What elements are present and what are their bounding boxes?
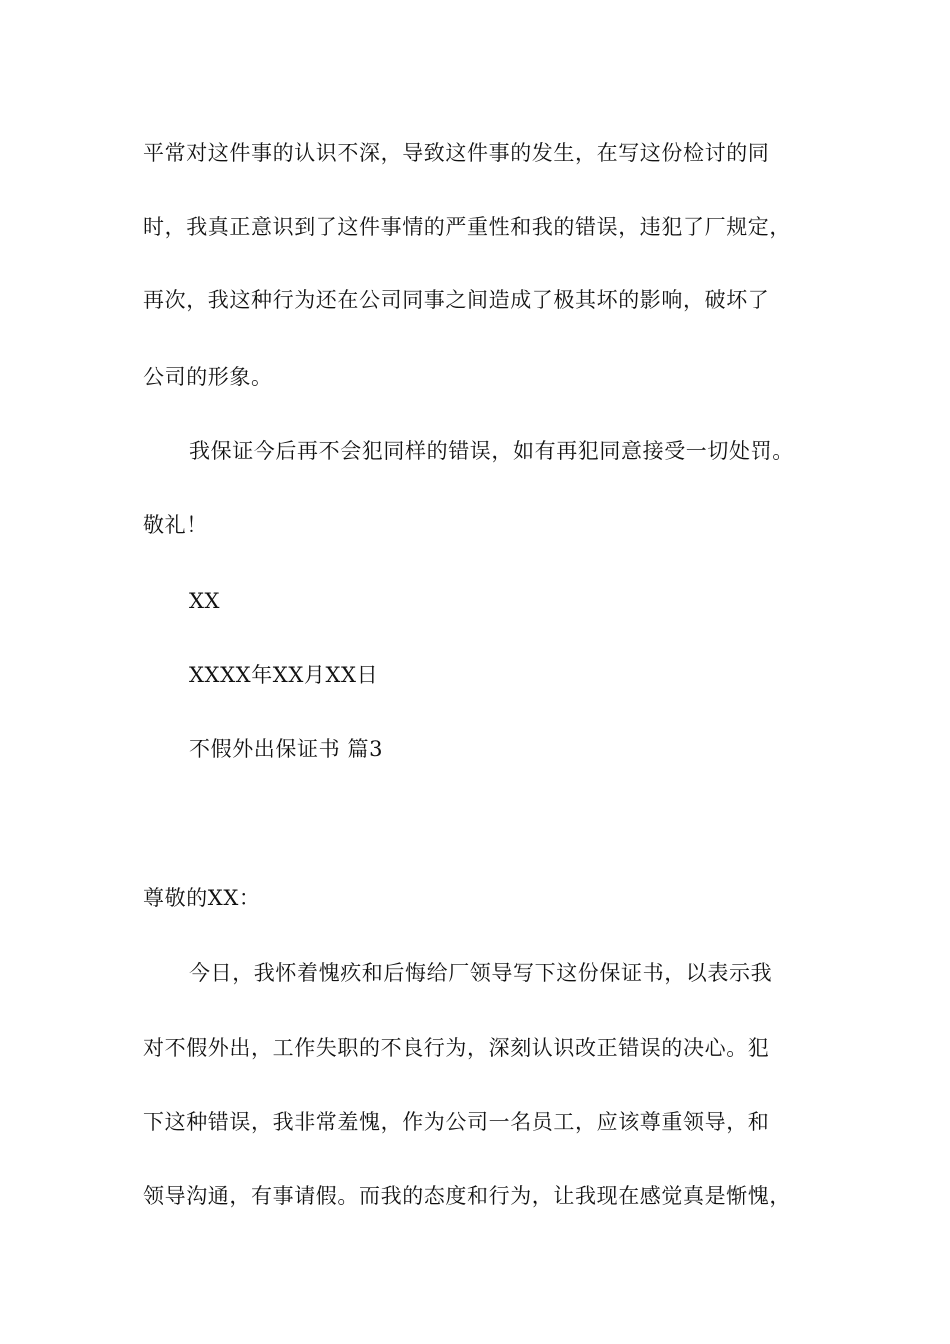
greeting: 尊敬的XX： (143, 886, 261, 910)
paragraph-line: 我保证今后再不会犯同样的错误，如有再犯同意接受一切处罚。 (189, 439, 794, 463)
paragraph-line: 今日，我怀着愧疚和后悔给厂领导写下这份保证书，以表示我 (189, 961, 773, 985)
closing-salutation: 敬礼！ (143, 513, 208, 537)
paragraph-line: 公司的形象。 (143, 365, 273, 389)
paragraph-line: 领导沟通，有事请假。而我的态度和行为，让我现在感觉真是惭愧， (143, 1184, 791, 1208)
paragraph-line: 对不假外出，工作失职的不良行为，深刻认识改正错误的决心。犯 (143, 1036, 770, 1060)
paragraph-line: 时，我真正意识到了这件事情的严重性和我的错误，违犯了厂规定， (143, 215, 791, 239)
paragraph-line: 下这种错误，我非常羞愧，作为公司一名员工，应该尊重领导，和 (143, 1110, 770, 1134)
paragraph-line: 再次，我这种行为还在公司同事之间造成了极其坏的影响，破坏了 (143, 288, 770, 312)
signature-name: XX (189, 589, 221, 613)
paragraph-line: 平常对这件事的认识不深，导致这件事的发生，在写这份检讨的同 (143, 141, 770, 165)
signature-date: XXXX年XX月XX日 (189, 663, 379, 687)
section-heading: 不假外出保证书 篇3 (189, 737, 384, 761)
